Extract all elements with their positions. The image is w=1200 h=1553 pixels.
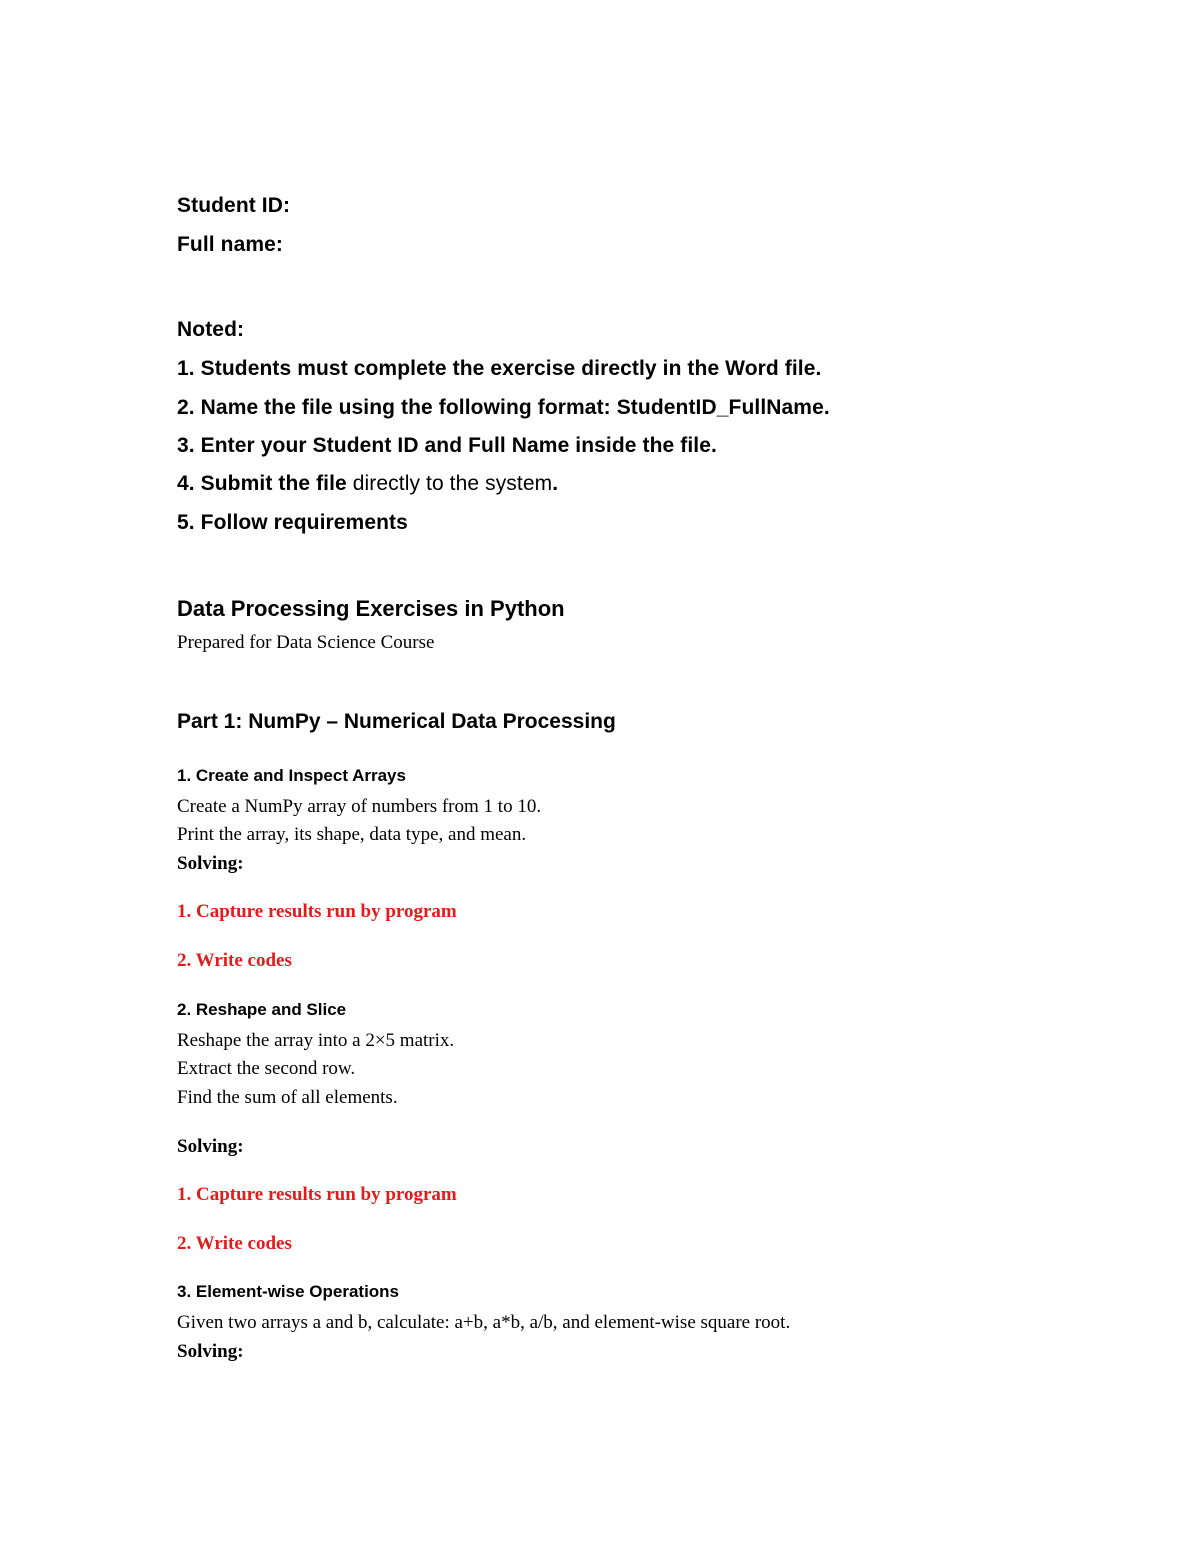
notes-heading: Noted: [177, 318, 245, 341]
exercise-1-task-write-codes: 2. Write codes [177, 950, 292, 971]
note-item-2: 2. Name the file using the following format: StudentID_FullName. [177, 396, 830, 419]
part-1-heading: Part 1: NumPy – Numerical Data Processing [177, 710, 616, 733]
exercise-2-line-2: Extract the second row. [177, 1058, 356, 1079]
note-item-4 [177, 472, 558, 496]
document-title: Data Processing Exercises in Python [177, 596, 565, 621]
exercise-1-line-2: Print the array, its shape, data type, and mean. [177, 824, 527, 845]
note-item-4-bold: 4. Submit the file [177, 472, 347, 495]
full-name-label: Full name: [177, 233, 284, 256]
student-id-label: Student ID: [177, 194, 291, 217]
exercise-2-line-3: Find the sum of all elements. [177, 1087, 398, 1108]
note-item-3: 3. Enter your Student ID and Full Name inside the file. [177, 434, 717, 457]
exercise-2-task-capture: 1. Capture results run by program [177, 1184, 457, 1205]
exercise-2-title: 2. Reshape and Slice [177, 1000, 347, 1019]
note-item-4-end: . [552, 472, 559, 495]
note-item-5: 5. Follow requirements [177, 511, 408, 534]
exercise-3-line-1: Given two arrays a and b, calculate: a+b, a*b, a/b, and element-wise square root. [177, 1312, 791, 1333]
exercise-1-title: 1. Create and Inspect Arrays [177, 766, 406, 785]
exercise-1-solving: Solving: [177, 853, 244, 874]
note-item-1: 1. Students must complete the exercise directly in the Word file. [177, 357, 822, 380]
exercise-1-task-capture: 1. Capture results run by program [177, 901, 457, 922]
document-subtitle: Prepared for Data Science Course [177, 632, 435, 653]
exercise-2-solving: Solving: [177, 1136, 244, 1157]
exercise-2-line-1: Reshape the array into a 2×5 matrix. [177, 1030, 455, 1051]
exercise-3-solving: Solving: [177, 1341, 244, 1362]
exercise-3-title: 3. Element-wise Operations [177, 1282, 400, 1301]
exercise-1-line-1: Create a NumPy array of numbers from 1 to 10. [177, 796, 542, 817]
exercise-2-task-write-codes: 2. Write codes [177, 1233, 292, 1254]
note-item-4-tail: directly to the system [346, 472, 553, 495]
